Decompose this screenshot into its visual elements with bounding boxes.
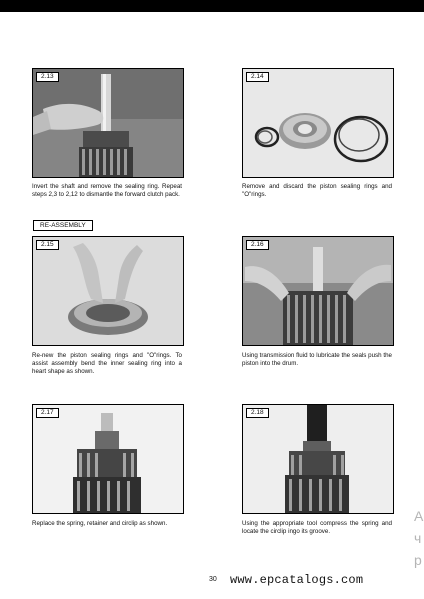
figure-number: 2.16 — [246, 240, 269, 250]
top-rule — [0, 0, 424, 12]
figure-number: 2.14 — [246, 72, 269, 82]
page-number: 30 — [209, 576, 217, 583]
figure-2-17 — [32, 404, 184, 514]
figure-2-18-caption: Using the appropriate tool compress the spring and locate the circlip ingo its groove. — [242, 520, 392, 536]
figure-2-17-caption: Replace the spring, retainer and circlip as shown. — [32, 520, 168, 527]
figure-2-18 — [242, 404, 394, 514]
figure-number: 2.15 — [36, 240, 59, 250]
figure-number: 2.17 — [36, 408, 59, 418]
figure-number: 2.13 — [36, 72, 59, 82]
figure-number: 2.18 — [246, 408, 269, 418]
figure-2-14-caption: Remove and discard the piston sealing rings and "O"rings. — [242, 183, 392, 199]
hand-removing-sealing-ring-from-shaft-photo — [33, 69, 183, 177]
tool-compressing-spring-photo — [243, 405, 393, 513]
edge-text-line-1: A — [414, 508, 424, 524]
hands-bending-sealing-ring-photo — [33, 237, 183, 345]
piston-and-sealing-rings-photo — [243, 69, 393, 177]
figure-2-13 — [32, 68, 184, 178]
edge-text-line-3: p — [414, 552, 422, 568]
edge-text-line-2: ч — [414, 530, 422, 546]
figure-2-15-caption: Re-new the piston sealing rings and "O"rings. To assist assembly bend the inner sealing ring into a heart shape as shown. — [32, 352, 182, 376]
figure-2-13-caption: Invert the shaft and remove the sealing ring. Repeat steps 2,3 to 2,12 to dismantle the forward clutch pack. — [32, 183, 182, 199]
figure-2-16-caption: Using transmission fluid to lubricate the seals push the piston into the drum. — [242, 352, 392, 368]
watermark-url[interactable]: www.epcatalogs.com — [230, 573, 364, 587]
figure-2-15 — [32, 236, 184, 346]
spring-retainer-circlip-photo — [33, 405, 183, 513]
figure-2-16 — [242, 236, 394, 346]
section-label: RE-ASSEMBLY — [33, 220, 93, 231]
figure-2-14 — [242, 68, 394, 178]
hands-pushing-piston-into-drum-photo — [243, 237, 393, 345]
